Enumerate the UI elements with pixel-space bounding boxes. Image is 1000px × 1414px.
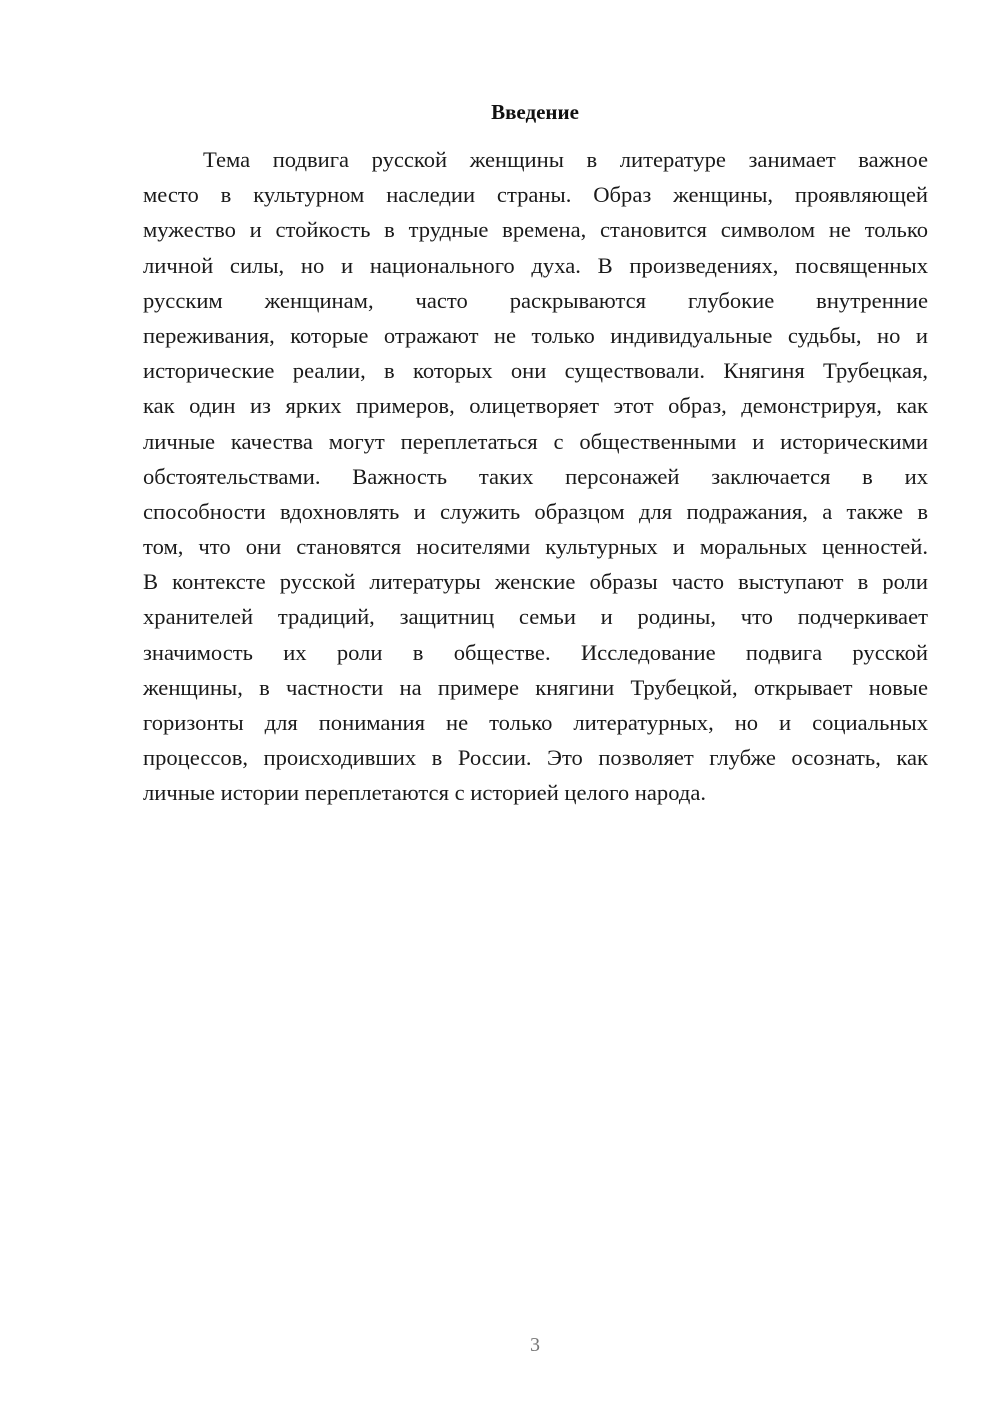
paragraph-line: женщины, в частности на примере княгини Трубецкой, открывает новые [143, 674, 928, 700]
paragraph-line: личные истории переплетаются с историей целого народа. [143, 780, 707, 806]
paragraph-line: мужество и стойкость в трудные времена, становится символом не только [143, 217, 928, 243]
paragraph-line: обстоятельствами. Важность таких персонажей заключается в их [143, 463, 928, 489]
paragraph-line: место в культурном наследии страны. Образ женщины, проявляющей [143, 182, 928, 208]
paragraph-line: способности вдохновлять и служить образцом для подражания, а также в [143, 498, 928, 524]
body-paragraph [143, 142, 928, 811]
paragraph-line: как один из ярких примеров, олицетворяет этот образ, демонстрируя, как [143, 393, 928, 419]
paragraph-line: хранителей традиций, защитниц семьи и родины, что подчеркивает [143, 604, 928, 630]
paragraph-line: том, что они становятся носителями культурных и моральных ценностей. [143, 534, 928, 560]
paragraph-line: личной силы, но и национального духа. В произведениях, посвященных [143, 252, 928, 278]
paragraph-line: В контексте русской литературы женские образы часто выступают в роли [143, 569, 928, 595]
paragraph-line: русским женщинам, часто раскрываются глубокие внутренние [143, 287, 928, 313]
paragraph-line: Тема подвига русской женщины в литературе занимает важное [203, 147, 928, 172]
page-number: 3 [530, 1334, 540, 1356]
section-heading: Введение [491, 100, 579, 124]
paragraph-line: исторические реалии, в которых они существовали. Княгиня Трубецкая, [143, 358, 928, 384]
paragraph-line: личные качества могут переплетаться с общественными и историческими [143, 428, 928, 454]
paragraph-line: значимость их роли в обществе. Исследование подвига русской [143, 639, 928, 665]
paragraph-line: горизонты для понимания не только литературных, но и социальных [143, 710, 928, 735]
paragraph-line: процессов, происходивших в России. Это позволяет глубже осознать, как [143, 745, 928, 771]
paragraph-line: переживания, которые отражают не только индивидуальные судьбы, но и [143, 322, 928, 348]
